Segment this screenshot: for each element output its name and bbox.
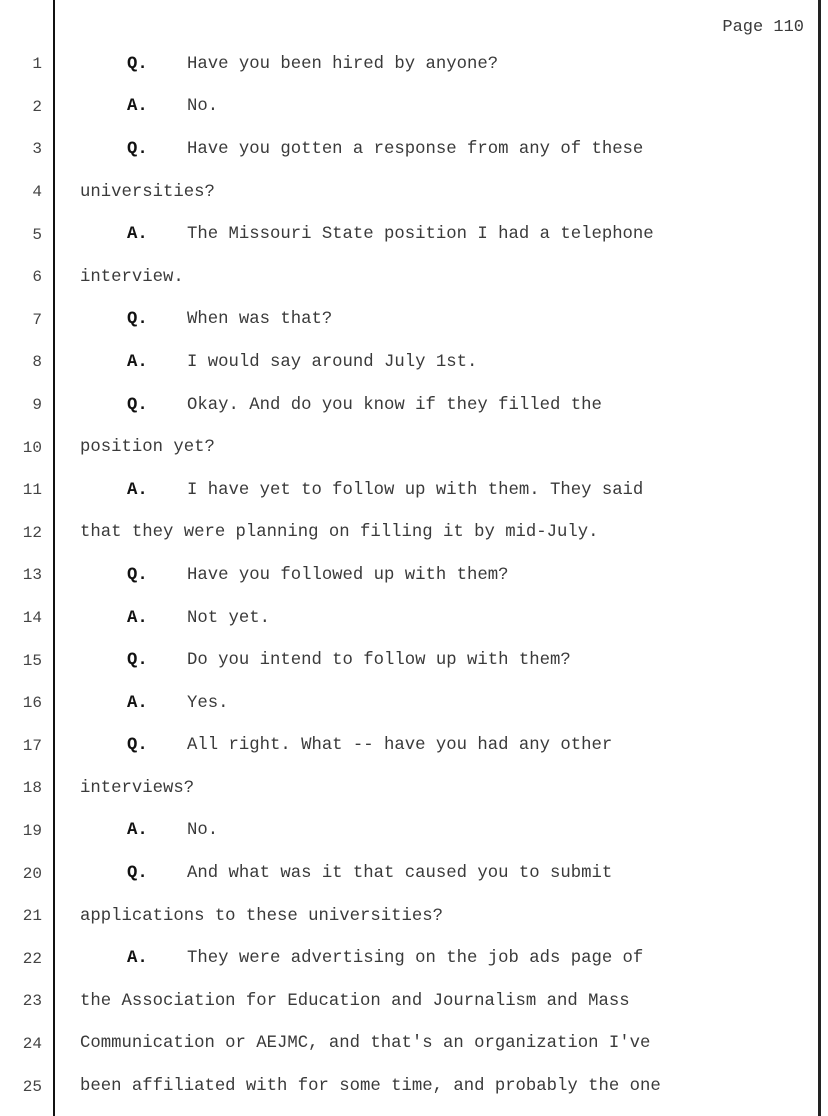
line-text — [80, 523, 599, 542]
line-body: No. — [187, 821, 219, 841]
speaker-label: Q. — [127, 736, 148, 756]
line-number: 10 — [22, 438, 42, 457]
line-number: 1 — [32, 55, 42, 74]
line-text — [127, 609, 270, 628]
transcript-line — [0, 554, 818, 597]
line-number: 12 — [22, 523, 42, 542]
line-number: 9 — [32, 396, 42, 415]
speaker-label: A. — [127, 97, 148, 117]
line-body: interviews? — [80, 778, 195, 798]
speaker-label: Q. — [127, 565, 148, 585]
line-body: When was that? — [187, 310, 333, 330]
line-number: 24 — [22, 1034, 42, 1053]
speaker-label: A. — [127, 949, 148, 969]
transcript-line — [0, 1023, 818, 1066]
line-body: applications to these universities? — [80, 906, 443, 926]
speaker-label: A. — [127, 480, 148, 500]
line-body: Okay. And do you know if they filled the — [187, 395, 602, 415]
line-body: All right. What -- have you had any other — [187, 736, 613, 756]
line-text — [80, 992, 630, 1011]
line-text — [127, 97, 218, 116]
line-text — [127, 353, 477, 372]
line-text — [127, 225, 654, 244]
line-body: They were advertising on the job ads page of — [187, 949, 644, 969]
speaker-label: Q. — [127, 54, 148, 74]
speaker-label: A. — [127, 352, 148, 372]
speaker-label: A. — [127, 225, 148, 245]
line-body: the Association for Education and Journalism and Mass — [80, 991, 630, 1011]
speaker-label: Q. — [127, 651, 148, 671]
transcript-line — [0, 980, 818, 1023]
transcript-line — [0, 810, 818, 853]
line-body: Have you followed up with them? — [187, 565, 509, 585]
line-text — [127, 949, 643, 968]
line-number: 14 — [22, 609, 42, 628]
line-body: position yet? — [80, 438, 215, 458]
line-body: And what was it that caused you to submit — [187, 864, 613, 884]
line-body: Have you been hired by anyone? — [187, 54, 499, 74]
line-number: 25 — [22, 1077, 42, 1096]
line-body: I have yet to follow up with them. They said — [187, 480, 644, 500]
line-number: 5 — [32, 225, 42, 244]
line-text — [80, 779, 194, 798]
line-number: 8 — [32, 353, 42, 372]
transcript-line — [0, 512, 818, 555]
transcript-line — [0, 597, 818, 640]
line-number: 16 — [22, 694, 42, 713]
line-number: 17 — [22, 736, 42, 755]
page-number: Page 110 — [722, 18, 804, 37]
line-number: 7 — [32, 310, 42, 329]
transcript-line — [0, 767, 818, 810]
speaker-label: A. — [127, 608, 148, 628]
transcript-line — [0, 341, 818, 384]
line-number: 23 — [22, 992, 42, 1011]
transcript-line — [0, 299, 818, 342]
line-body: universities? — [80, 182, 215, 202]
line-number: 6 — [32, 268, 42, 287]
transcript-line — [0, 128, 818, 171]
speaker-label: Q. — [127, 310, 148, 330]
line-text — [127, 566, 508, 585]
line-text — [127, 55, 498, 74]
line-body: Not yet. — [187, 608, 270, 628]
transcript-line — [0, 852, 818, 895]
line-body: been affiliated with for some time, and probably the one — [80, 1077, 661, 1097]
speaker-label: A. — [127, 821, 148, 841]
line-body: Yes. — [187, 693, 229, 713]
line-text — [127, 140, 643, 159]
transcript-line — [0, 682, 818, 725]
line-number: 20 — [22, 864, 42, 883]
transcript-line — [0, 469, 818, 512]
line-number: 19 — [22, 821, 42, 840]
speaker-label: Q. — [127, 395, 148, 415]
line-body: The Missouri State position I had a telephone — [187, 225, 654, 245]
line-body: that they were planning on filling it by mid-July. — [80, 523, 599, 543]
line-text — [80, 183, 215, 202]
line-text — [80, 1034, 650, 1053]
line-number: 11 — [22, 481, 42, 500]
transcript-lines — [0, 43, 818, 1108]
transcript-line — [0, 213, 818, 256]
line-body: interview. — [80, 267, 184, 287]
transcript-line — [0, 86, 818, 129]
speaker-label: Q. — [127, 864, 148, 884]
transcript-line — [0, 937, 818, 980]
right-page-border — [818, 0, 821, 1116]
speaker-label: A. — [127, 693, 148, 713]
transcript-line — [0, 171, 818, 214]
transcript-line — [0, 43, 818, 86]
line-text — [127, 864, 612, 883]
transcript-line — [0, 725, 818, 768]
line-body: Have you gotten a response from any of these — [187, 139, 644, 159]
line-text — [80, 268, 184, 287]
transcript-line — [0, 1065, 818, 1108]
line-text — [127, 821, 218, 840]
line-text — [127, 736, 612, 755]
line-text — [80, 907, 443, 926]
line-body: Communication or AEJMC, and that's an organization I've — [80, 1034, 651, 1054]
line-number: 3 — [32, 140, 42, 159]
speaker-label: Q. — [127, 139, 148, 159]
line-body: Do you intend to follow up with them? — [187, 651, 571, 671]
line-text — [80, 1077, 661, 1096]
line-number: 22 — [22, 949, 42, 968]
line-number: 21 — [22, 907, 42, 926]
transcript-line — [0, 639, 818, 682]
line-text — [127, 396, 602, 415]
line-number: 15 — [22, 651, 42, 670]
line-number: 18 — [22, 779, 42, 798]
transcript-line — [0, 895, 818, 938]
transcript-line — [0, 384, 818, 427]
line-text — [127, 694, 228, 713]
line-number: 4 — [32, 183, 42, 202]
line-text — [127, 651, 571, 670]
line-text — [127, 310, 332, 329]
line-text — [127, 481, 643, 500]
line-body: I would say around July 1st. — [187, 352, 478, 372]
transcript-line — [0, 256, 818, 299]
line-body: No. — [187, 97, 219, 117]
transcript-line — [0, 426, 818, 469]
line-number: 2 — [32, 97, 42, 116]
line-text — [80, 438, 215, 457]
line-number: 13 — [22, 566, 42, 585]
